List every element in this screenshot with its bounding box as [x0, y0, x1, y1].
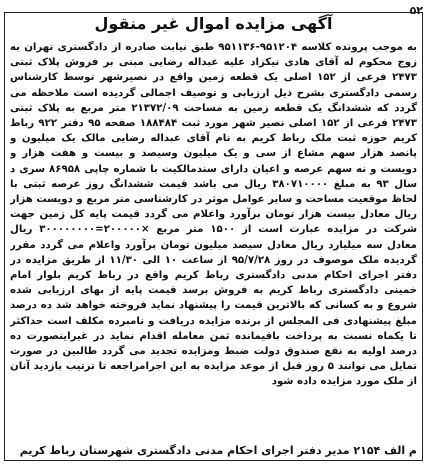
page-number: ۵۲ [409, 4, 423, 17]
notice-body: به موجب پرونده کلاسه ۹۵۱۲۰۴-۹۵۱۱۳۶ طبق نیابت صادره از دادگستری تهران به زوج محکوم له آقای هادی نیکزاد علیه عبداله رضایی مبنی بر فروش پلاک ثبتی ۲۴۷۳ فرعی از ۱۵۲ اصلی یک قطعه زمین واقع در نصیرشهر توسط کارشناس رسمی دادگستری بشرح ذیل ارزیابی و توصیف اجمالی گردیده است ملاحظه می گردد که ششدانگ یک قطعه زمین به مساحت ۲۱۳۷۲/۰۹ متر مربع به پلاک ثبتی ۲۴۷۳ فرعی از ۱۵۲ اصلی نصیر شهر مورد ثبت ۱۸۸۴۸۴ صفحه ۹۵ دفتر ۹۲۲ رباط کریم حوزه ثبت ملک رباط کریم به نام آقای عبداله رضایی مالک یک میلیون و پانصد هزار سهم مشاع از سی و یک میلیون وسیصد و بیست و هفت هزار و دویست و نه سهم عرصه و اعیان دارای سندمالکیت با شماره چاپی ۸۶۹۵۸ سری د سال ۹۳ به مبلغ ۳۸۰۷۱۰۰۰۰ ریال می باشد قیمت ششدانگ روز عرصه ثبتی با لحاظ موقعیت مساحت و سایر عوامل موثر در کارشناسی متر مربع و دویست هزار ریال معادل بیست هزار تومان برآورد واعلام می گردد قیمت پایه کل زمین جهت شرکت در مزایده عبارت است از ۱۵۰۰ متر مربع ×۲۰۰۰۰۰=۳۰۰۰۰۰۰۰۰ ریال معادل سه میلیارد ریال معادل سیصد میلیون تومان برآورد واعلام می گردد مقرر گردیده ملک موصوف در روز ۹۵/۷/۲۸ از ساعت ۱۰ الی ۱۱/۳۰ از طریق مزایده در دفتر اجرای احکام مدنی دادگستری رباط کریم واقع در رباط کریم بلوار امام خمینی دادگستری رباط کریم به فروش برسد قیمت پایه از بهای ارزیابی شده شروع و به کسانی که بالاترین قیمت را پیشنهاد نماید فروخته خواهد شد ده درصد مبلغ پیشنهادی فی المجلس از برنده مزایده دریافت و نامبرده مکلف است حداکثر تا یکماه نسبت به پرداخت باقیمانده ثمن معامله اقدام نماید در غیراینصورت ده درصد اولیه به نفع صندوق دولت ضبط ومزایده تجدید می گردد طالبین در صورت تمایل می توانند ۵ روز قبل از موعد مزایده به این اجرامراجعه تا ترتیب بازدید آنان از ملک مورد مزایده داده شود [10, 42, 417, 388]
notice-title: آگهی مزایده اموال غیر منقول [94, 14, 333, 33]
notice-footer: م الف ۲۱۵۴ مدیر دفتر اجرای احکام مدنی دادگستری شهرستان رباط کریم [19, 444, 417, 457]
